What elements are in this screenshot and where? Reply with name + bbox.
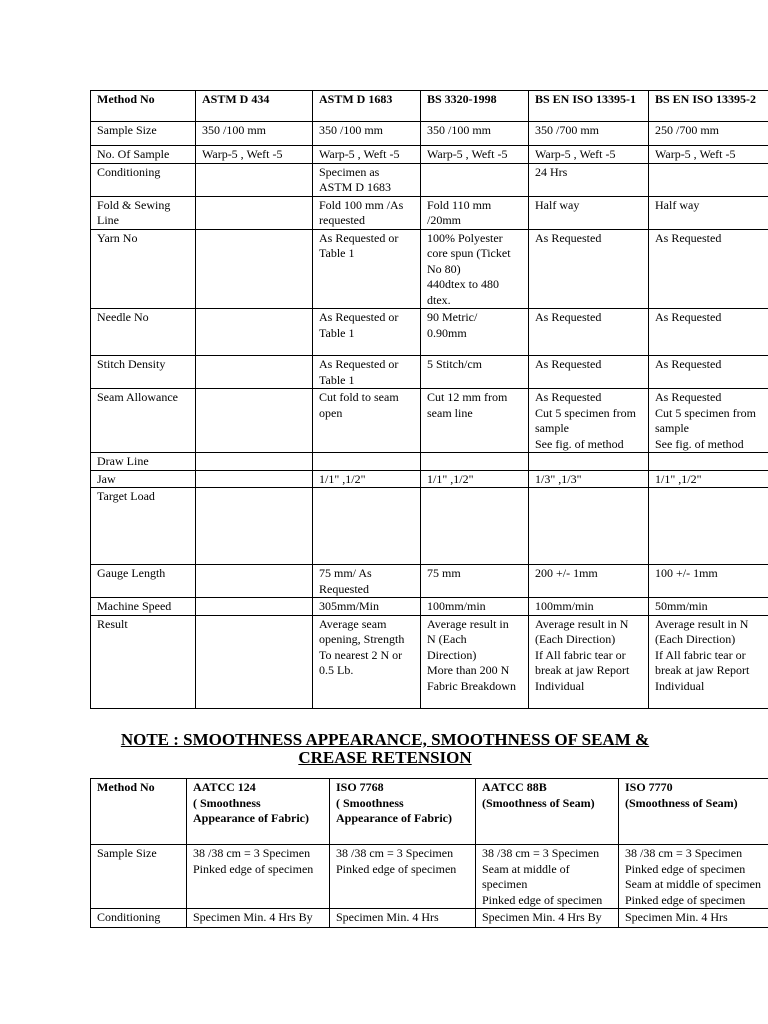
row-label: Result — [91, 615, 196, 708]
table-cell — [196, 163, 313, 196]
column-header: BS 3320-1998 — [421, 91, 529, 122]
table-cell — [649, 453, 768, 471]
column-header: AATCC 88B (Smoothness of Seam) — [476, 779, 619, 845]
table-cell: Cut 12 mm from seam line — [421, 389, 529, 453]
table-cell: Specimen Min. 4 Hrs By — [476, 909, 619, 928]
column-header: ASTM D 434 — [196, 91, 313, 122]
row-label: Needle No — [91, 309, 196, 356]
table-cell: As Requested or Table 1 — [313, 229, 421, 309]
column-header: BS EN ISO 13395-1 — [529, 91, 649, 122]
table-cell: Half way — [649, 196, 768, 229]
table-cell: Warp-5 , Weft -5 — [529, 146, 649, 164]
table-cell — [196, 196, 313, 229]
table-cell: Specimen Min. 4 Hrs — [330, 909, 476, 928]
table-cell: As Requested — [649, 229, 768, 309]
table-cell: 38 /38 cm = 3 Specimen Pinked edge of specimen — [330, 845, 476, 909]
table-row — [91, 453, 768, 471]
table-cell: Average seam opening, Strength To nearest 2 N or 0.5 Lb. — [313, 615, 421, 708]
row-label: Machine Speed — [91, 598, 196, 616]
table-cell — [649, 488, 768, 565]
row-label: Yarn No — [91, 229, 196, 309]
table-cell: 305mm/Min — [313, 598, 421, 616]
table-cell: As Requested or Table 1 — [313, 356, 421, 389]
table-cell: 200 +/- 1mm — [529, 565, 649, 598]
column-header: ASTM D 1683 — [313, 91, 421, 122]
table-cell: 100mm/min — [421, 598, 529, 616]
table-cell: 75 mm — [421, 565, 529, 598]
column-header: Method No — [91, 91, 196, 122]
table-cell: Warp-5 , Weft -5 — [649, 146, 768, 164]
table-cell: 250 /700 mm — [649, 122, 768, 146]
table-cell: 100mm/min — [529, 598, 649, 616]
test-methods-table — [90, 90, 768, 709]
table-row — [91, 389, 768, 453]
table-cell: As Requested — [529, 356, 649, 389]
table-row — [91, 488, 768, 565]
table-cell — [196, 453, 313, 471]
table-cell: 350 /700 mm — [529, 122, 649, 146]
table-cell: 1/1" ,1/2" — [421, 470, 529, 488]
table-cell: As Requested Cut 5 specimen from sample See fig. of method — [529, 389, 649, 453]
table-row — [91, 196, 768, 229]
row-label: Stitch Density — [91, 356, 196, 389]
table-cell: 50mm/min — [649, 598, 768, 616]
table-cell: As Requested Cut 5 specimen from sample See fig. of method — [649, 389, 768, 453]
header-row — [91, 91, 768, 122]
table-cell — [196, 229, 313, 309]
table-cell: Average result in N (Each Direction) If All fabric tear or break at jaw Report Individual — [529, 615, 649, 708]
table-row — [91, 229, 768, 309]
table-cell: 1/1" ,1/2" — [313, 470, 421, 488]
header-row — [91, 779, 768, 845]
table-cell — [649, 163, 768, 196]
table-row — [91, 163, 768, 196]
table-row — [91, 122, 768, 146]
table-cell — [196, 615, 313, 708]
table-row — [91, 565, 768, 598]
table-cell — [529, 453, 649, 471]
table-cell — [196, 389, 313, 453]
table-cell: 350 /100 mm — [196, 122, 313, 146]
table-row — [91, 845, 768, 909]
row-label: Draw Line — [91, 453, 196, 471]
row-label: Sample Size — [91, 845, 187, 909]
table-cell: 100% Polyester core spun (Ticket No 80) 440dtex to 480 dtex. — [421, 229, 529, 309]
note-heading — [90, 731, 680, 767]
table-cell — [529, 488, 649, 565]
table-cell — [313, 488, 421, 565]
smoothness-methods-table — [90, 778, 768, 928]
row-label: Sample Size — [91, 122, 196, 146]
table-cell — [421, 453, 529, 471]
table-cell: 38 /38 cm = 3 Specimen Pinked edge of specimen Seam at middle of specimen Pinked edge of specimen — [619, 845, 768, 909]
row-label: Seam Allowance — [91, 389, 196, 453]
note-line-2: CREASE RETENSION — [298, 748, 472, 767]
table-row — [91, 309, 768, 356]
table-cell: 350 /100 mm — [313, 122, 421, 146]
table-cell: 350 /100 mm — [421, 122, 529, 146]
table-row — [91, 615, 768, 708]
note-line-1: NOTE : SMOOTHNESS APPEARANCE, SMOOTHNESS OF SEAM & — [120, 730, 650, 749]
column-header: BS EN ISO 13395-2 — [649, 91, 768, 122]
table-cell: As Requested — [649, 309, 768, 356]
column-header: ISO 7770 (Smoothness of Seam) — [619, 779, 768, 845]
table-cell: 38 /38 cm = 3 Specimen Pinked edge of specimen — [187, 845, 330, 909]
table-cell: Warp-5 , Weft -5 — [196, 146, 313, 164]
row-label: Jaw — [91, 470, 196, 488]
table-cell: Average result in N (Each Direction) If All fabric tear or break at jaw Report Individual — [649, 615, 768, 708]
table-cell: Specimen as ASTM D 1683 — [313, 163, 421, 196]
table-cell: As Requested — [529, 309, 649, 356]
table-cell: 5 Stitch/cm — [421, 356, 529, 389]
table-row — [91, 146, 768, 164]
table-cell: As Requested — [529, 229, 649, 309]
column-header: Method No — [91, 779, 187, 845]
table-cell: 38 /38 cm = 3 Specimen Seam at middle of specimen Pinked edge of specimen — [476, 845, 619, 909]
table-cell: As Requested — [649, 356, 768, 389]
table-cell: Fold 100 mm /As requested — [313, 196, 421, 229]
column-header: ISO 7768 ( Smoothness Appearance of Fabric) — [330, 779, 476, 845]
table-cell: 1/3" ,1/3" — [529, 470, 649, 488]
table-cell — [196, 470, 313, 488]
table-cell — [421, 163, 529, 196]
table-row — [91, 909, 768, 928]
table-row — [91, 356, 768, 389]
table-cell: Warp-5 , Weft -5 — [421, 146, 529, 164]
row-label: Gauge Length — [91, 565, 196, 598]
table-cell — [421, 488, 529, 565]
row-label: Conditioning — [91, 163, 196, 196]
table-cell — [196, 488, 313, 565]
table-cell — [196, 309, 313, 356]
row-label: Conditioning — [91, 909, 187, 928]
row-label: Target Load — [91, 488, 196, 565]
table-cell — [196, 565, 313, 598]
table-cell: 100 +/- 1mm — [649, 565, 768, 598]
column-header: AATCC 124 ( Smoothness Appearance of Fabric) — [187, 779, 330, 845]
row-label: No. Of Sample — [91, 146, 196, 164]
table-cell: Specimen Min. 4 Hrs By — [187, 909, 330, 928]
table-cell: Cut fold to seam open — [313, 389, 421, 453]
table-cell: 24 Hrs — [529, 163, 649, 196]
row-label: Fold & Sewing Line — [91, 196, 196, 229]
table-cell — [313, 453, 421, 471]
table-row — [91, 470, 768, 488]
table-cell: Warp-5 , Weft -5 — [313, 146, 421, 164]
table-cell: Average result in N (Each Direction) More than 200 N Fabric Breakdown — [421, 615, 529, 708]
table-cell: Fold 110 mm /20mm — [421, 196, 529, 229]
table-cell: Half way — [529, 196, 649, 229]
table-cell — [196, 356, 313, 389]
table-cell: 75 mm/ As Requested — [313, 565, 421, 598]
table-cell: As Requested or Table 1 — [313, 309, 421, 356]
table-row — [91, 598, 768, 616]
table-cell: Specimen Min. 4 Hrs — [619, 909, 768, 928]
table-cell: 1/1" ,1/2" — [649, 470, 768, 488]
table-cell — [196, 598, 313, 616]
table-cell: 90 Metric/ 0.90mm — [421, 309, 529, 356]
